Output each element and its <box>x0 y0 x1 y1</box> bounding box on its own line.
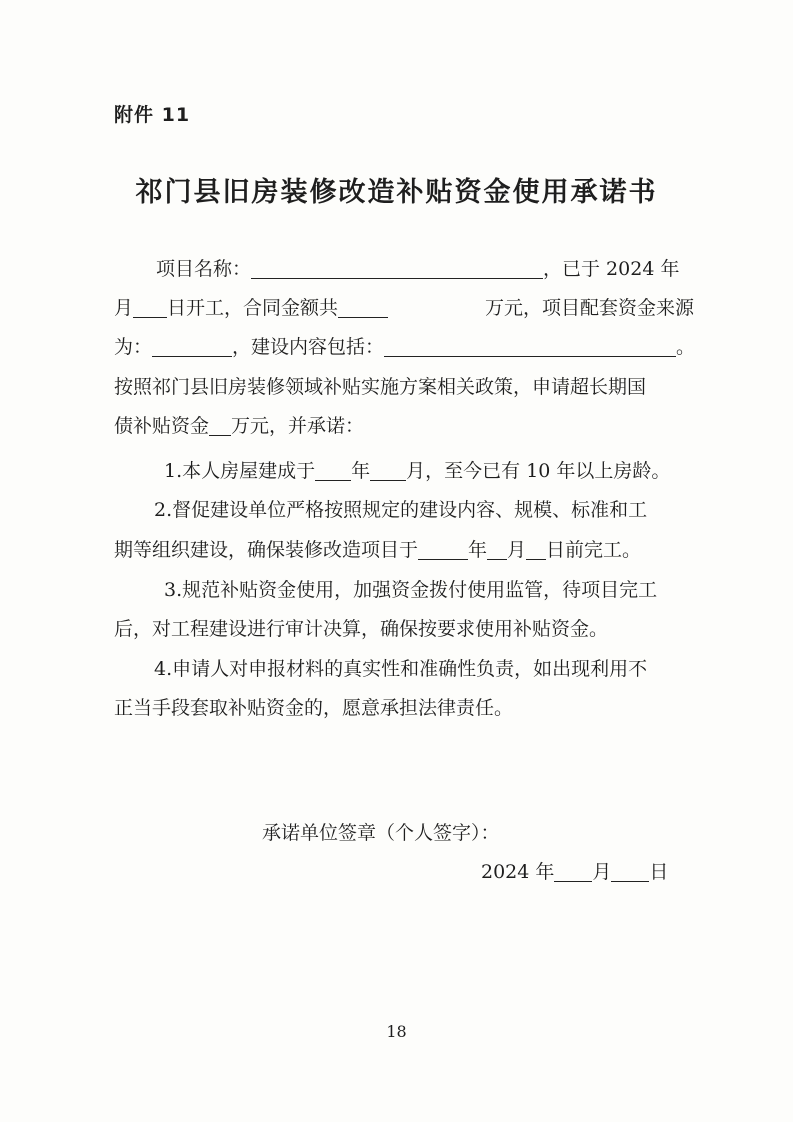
completion-month-blank[interactable] <box>487 537 507 560</box>
completion-year-blank[interactable] <box>418 537 468 560</box>
document-title: 祁门县旧房装修改造补贴资金使用承诺书 <box>135 177 658 208</box>
item-2-line-1: 2.督促建设单位严格按照规定的建设内容、规模、标准和工 <box>154 499 648 521</box>
period: 。 <box>676 336 696 358</box>
date-month-blank[interactable] <box>554 859 592 882</box>
start-year-text: ，已于 2024 年 <box>543 258 680 280</box>
construction-content-label: ，建设内容包括： <box>232 336 385 358</box>
item-2-line-2 <box>114 535 694 565</box>
date-month-label: 月 <box>592 861 612 883</box>
fund-source-label: 万元，项目配套资金来源 <box>484 297 694 319</box>
build-month-blank[interactable] <box>370 458 406 481</box>
item-1-suffix: 月，至今已有 10 年以上房龄。 <box>406 460 671 482</box>
date-day-label: 日 <box>649 861 669 883</box>
contract-amount-label: 日开工，合同金额共 <box>167 297 339 319</box>
project-name-line <box>114 254 694 284</box>
item-2-prefix: 期等组织建设，确保装修改造项目于 <box>114 539 419 561</box>
item-2-month-label: 月 <box>507 539 527 561</box>
project-name-label: 项目名称： <box>156 258 252 280</box>
promise-label: 万元，并承诺： <box>231 415 365 437</box>
signature-date <box>481 857 668 887</box>
item-2-year-label: 年 <box>468 539 488 561</box>
page-number: 18 <box>386 1022 407 1041</box>
completion-day-blank[interactable] <box>526 537 546 560</box>
item-2-suffix: 日前完工。 <box>546 539 642 561</box>
fund-source-blank[interactable] <box>152 334 232 357</box>
subsidy-line <box>114 411 694 441</box>
date-year: 2024 年 <box>481 861 555 883</box>
item-1 <box>114 456 694 486</box>
item-3-line-2: 后，对工程建设进行审计决算，确保按要求使用补贴资金。 <box>114 618 609 640</box>
subsidy-amount-blank[interactable] <box>209 413 231 436</box>
construction-line <box>114 332 694 362</box>
wei-label: 为： <box>114 336 153 358</box>
build-year-blank[interactable] <box>315 458 351 481</box>
item-3-line-1: 3.规范补贴资金使用，加强资金拨付使用监管，待项目完工 <box>164 579 658 601</box>
construction-content-blank[interactable] <box>384 334 676 357</box>
attachment-label: 附件 11 <box>114 104 191 126</box>
item-1-prefix: 1.本人房屋建成于 <box>164 460 316 482</box>
signature-label: 承诺单位签章（个人签字）： <box>262 822 500 844</box>
date-day-blank[interactable] <box>611 859 649 882</box>
start-day-blank[interactable] <box>133 295 167 318</box>
contract-line <box>114 293 694 323</box>
item-4-line-1: 4.申请人对申报材料的真实性和准确性负责，如出现利用不 <box>154 658 648 680</box>
month-label: 月 <box>114 297 134 319</box>
policy-line: 按照祁门县旧房装修领域补贴实施方案相关政策，申请超长期国 <box>114 376 647 398</box>
contract-amount-blank[interactable] <box>338 295 388 318</box>
subsidy-label: 债补贴资金 <box>114 415 210 437</box>
project-name-blank[interactable] <box>251 256 543 279</box>
item-4-line-2: 正当手段套取补贴资金的，愿意承担法律责任。 <box>114 697 514 719</box>
item-1-year-label: 年 <box>351 460 371 482</box>
